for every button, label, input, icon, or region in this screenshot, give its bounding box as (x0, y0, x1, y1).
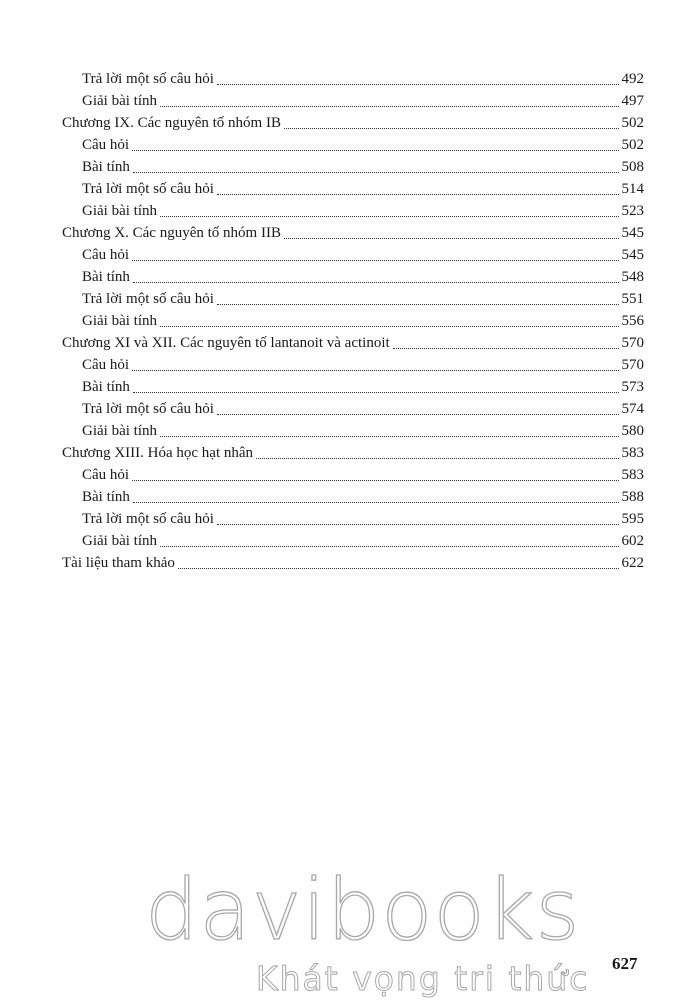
toc-entry-label: Giải bài tính (82, 203, 157, 219)
dot-leader (217, 193, 619, 195)
toc-entry-label: Chương XIII. Hóa học hạt nhân (62, 445, 254, 461)
toc-entry-page: 514 (621, 181, 644, 197)
dot-leader (160, 105, 619, 107)
toc-entry-label: Câu hỏi (82, 467, 130, 483)
toc-entry-page: 588 (621, 489, 644, 505)
toc-entry (62, 266, 644, 288)
toc-entry-page: 622 (621, 555, 644, 571)
toc-chapter-entry (62, 222, 644, 244)
toc-entry (62, 508, 644, 530)
toc-entry-page: 602 (621, 533, 644, 549)
watermark-slogan: Khát vọng tri thức (256, 959, 590, 998)
toc-entry (62, 530, 644, 552)
toc-entry-label: Trả lời một số câu hỏi (82, 291, 214, 307)
toc-entry-page: 523 (621, 203, 644, 219)
toc-entry (62, 134, 644, 156)
toc-entry-label: Giải bài tính (82, 93, 157, 109)
toc-entry-page: 551 (621, 291, 644, 307)
dot-leader (160, 435, 619, 437)
toc-entry-label: Trả lời một số câu hỏi (82, 71, 214, 87)
toc-entry (62, 464, 644, 486)
toc-entry-page: 548 (621, 269, 644, 285)
toc-entry (62, 288, 644, 310)
toc-entry-label: Bài tính (82, 159, 130, 175)
page-number: 627 (612, 954, 638, 973)
dot-leader (393, 347, 619, 349)
dot-leader (160, 215, 619, 217)
toc-entry-page: 502 (621, 137, 644, 153)
dot-leader (256, 457, 618, 459)
toc-entry-page: 580 (621, 423, 644, 439)
toc-entry (62, 354, 644, 376)
toc-entry-page: 497 (621, 93, 644, 109)
dot-leader (284, 127, 619, 129)
toc-chapter-entry (62, 442, 644, 464)
toc-entry (62, 398, 644, 420)
dot-leader (133, 171, 619, 173)
dot-leader (160, 325, 619, 327)
toc-entry-page: 545 (621, 247, 644, 263)
toc-entry (62, 310, 644, 332)
toc-entry-page: 570 (621, 335, 644, 351)
dot-leader (132, 369, 618, 371)
toc-entry-label: Câu hỏi (82, 137, 130, 153)
toc-entry-label: Giải bài tính (82, 533, 157, 549)
dot-leader (132, 149, 618, 151)
toc-entry-page: 595 (621, 511, 644, 527)
toc-entry-label: Bài tính (82, 379, 130, 395)
toc-entry-label: Câu hỏi (82, 247, 130, 263)
dot-leader (132, 259, 618, 261)
toc-entry (62, 156, 644, 178)
dot-leader (217, 303, 619, 305)
dot-leader (133, 501, 619, 503)
toc-entry-page: 545 (621, 225, 644, 241)
toc-entry-page: 508 (621, 159, 644, 175)
toc-entry (62, 200, 644, 222)
table-of-contents (62, 68, 644, 574)
toc-entry (62, 486, 644, 508)
toc-entry (62, 420, 644, 442)
toc-entry-label: Bài tính (82, 269, 130, 285)
toc-entry-page: 583 (621, 445, 644, 461)
toc-entry-page: 573 (621, 379, 644, 395)
toc-entry (62, 178, 644, 200)
toc-entry-label: Tài liệu tham khảo (62, 555, 175, 571)
dot-leader (217, 83, 619, 85)
toc-entry (62, 376, 644, 398)
dot-leader (217, 413, 619, 415)
toc-entry-page: 492 (621, 71, 644, 87)
dot-leader (160, 545, 619, 547)
toc-entry-label: Chương X. Các nguyên tố nhóm IIB (62, 225, 281, 241)
dot-leader (133, 391, 619, 393)
dot-leader (284, 237, 619, 239)
toc-entry-page: 556 (621, 313, 644, 329)
toc-entry-label: Chương IX. Các nguyên tố nhóm IB (62, 115, 281, 131)
toc-entry-label: Giải bài tính (82, 313, 157, 329)
toc-chapter-entry (62, 332, 644, 354)
toc-entry-label: Trả lời một số câu hỏi (82, 181, 214, 197)
watermark-brand: davibooks (145, 861, 581, 959)
toc-entry (62, 90, 644, 112)
toc-entry-page: 574 (621, 401, 644, 417)
toc-entry-label: Giải bài tính (82, 423, 157, 439)
dot-leader (132, 479, 618, 481)
toc-entry-page: 583 (621, 467, 644, 483)
toc-entry-label: Câu hỏi (82, 357, 130, 373)
dot-leader (217, 523, 619, 525)
toc-entry-label: Trả lời một số câu hỏi (82, 401, 214, 417)
toc-entry (62, 244, 644, 266)
toc-entry-page: 570 (621, 357, 644, 373)
dot-leader (133, 281, 619, 283)
toc-entry (62, 68, 644, 90)
toc-chapter-entry (62, 552, 644, 574)
toc-entry-label: Chương XI và XII. Các nguyên tố lantanoit và actinoit (62, 335, 390, 351)
toc-chapter-entry (62, 112, 644, 134)
toc-entry-page: 502 (621, 115, 644, 131)
dot-leader (178, 567, 619, 569)
toc-entry-label: Trả lời một số câu hỏi (82, 511, 214, 527)
toc-entry-label: Bài tính (82, 489, 130, 505)
